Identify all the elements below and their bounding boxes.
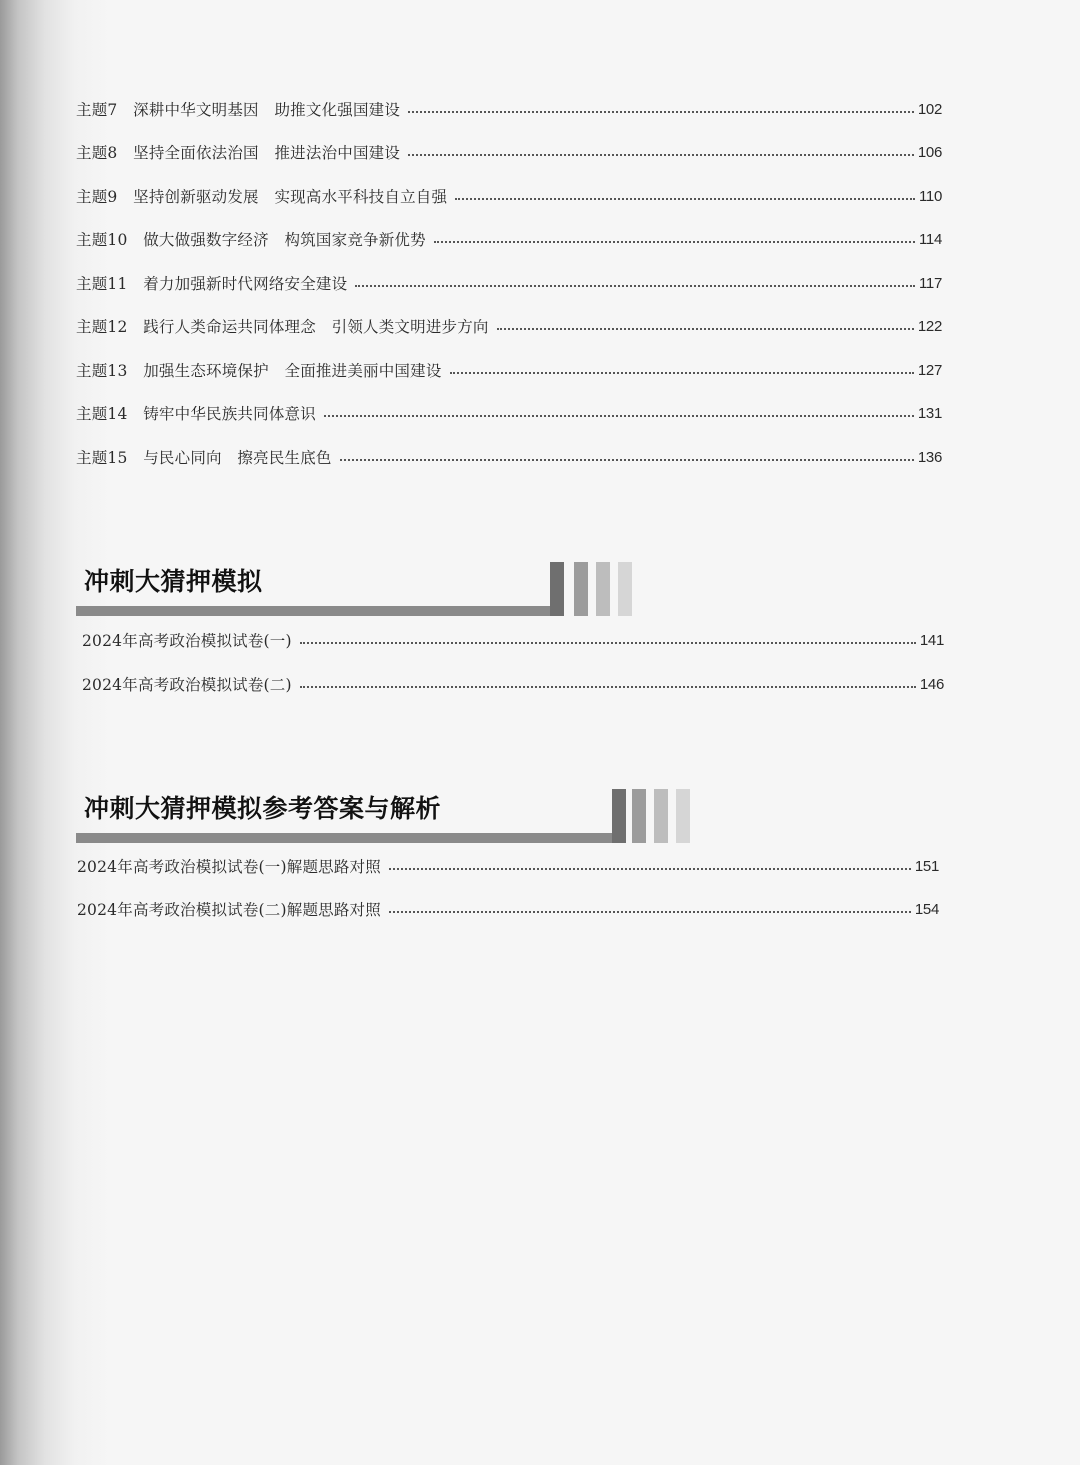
dot-leader [434, 241, 915, 243]
banner-bar-light [654, 789, 668, 843]
dot-leader [408, 111, 914, 113]
dot-leader [450, 372, 914, 374]
toc-entry-topic-14[interactable] [76, 402, 942, 426]
banner-bar-mid [574, 562, 588, 616]
banner-bar-dark [612, 789, 626, 843]
dot-leader [340, 459, 914, 461]
section-banner-mock-exams [76, 560, 646, 620]
toc-entry-topic-9[interactable] [76, 185, 942, 209]
toc-entry-label: 主题8 坚持全面依法治国 推进法治中国建设 [76, 144, 401, 162]
dot-leader [389, 911, 911, 913]
toc-entry-answer-1[interactable] [77, 855, 939, 879]
toc-entry-label: 主题13 加强生态环境保护 全面推进美丽中国建设 [76, 362, 442, 380]
toc-entry-label: 主题9 坚持创新驱动发展 实现高水平科技自立自强 [76, 188, 448, 206]
toc-entry-label: 主题14 铸牢中华民族共同体意识 [76, 405, 316, 423]
toc-entry-page-number: 122 [917, 318, 942, 335]
toc-entry-topic-10[interactable] [76, 228, 942, 252]
toc-entry-page-number: 146 [919, 676, 944, 693]
banner-underline [76, 833, 614, 843]
toc-entry-page-number: 136 [917, 449, 942, 466]
dot-leader [408, 154, 914, 156]
dot-leader [300, 686, 916, 688]
dot-leader [455, 198, 915, 200]
toc-entry-page-number: 117 [918, 275, 942, 292]
toc-entry-answer-2[interactable] [77, 898, 939, 922]
banner-underline [76, 606, 552, 616]
toc-entry-mock-exam-1[interactable] [82, 629, 944, 653]
dot-leader [497, 328, 914, 330]
dot-leader [389, 868, 911, 870]
toc-entry-topic-8[interactable] [76, 141, 942, 165]
toc-entry-label: 2024年高考政治模拟试卷(一) [82, 632, 292, 650]
toc-entry-label: 主题12 践行人类命运共同体理念 引领人类文明进步方向 [76, 318, 489, 336]
toc-entry-topic-13[interactable] [76, 359, 942, 383]
dot-leader [355, 285, 915, 287]
toc-entry-topic-12[interactable] [76, 315, 942, 339]
toc-entry-page-number: 131 [917, 405, 942, 422]
toc-entry-label: 主题15 与民心同向 擦亮民生底色 [76, 449, 332, 467]
toc-entry-page-number: 110 [918, 188, 942, 205]
section-banner-answers [76, 787, 696, 847]
toc-entry-label: 2024年高考政治模拟试卷(二)解题思路对照 [77, 901, 381, 919]
banner-bar-light [596, 562, 610, 616]
toc-entry-label: 主题10 做大做强数字经济 构筑国家竞争新优势 [76, 231, 426, 249]
toc-entry-page-number: 102 [917, 101, 942, 118]
toc-entry-page-number: 114 [918, 231, 942, 248]
toc-entry-page-number: 127 [917, 362, 942, 379]
toc-entry-page-number: 141 [919, 632, 944, 649]
section-title: 冲刺大猜押模拟 [84, 567, 263, 596]
toc-entry-page-number: 106 [917, 144, 942, 161]
banner-bar-mid [632, 789, 646, 843]
toc-entry-label: 2024年高考政治模拟试卷(一)解题思路对照 [77, 858, 381, 876]
section-title: 冲刺大猜押模拟参考答案与解析 [84, 794, 442, 823]
dot-leader [300, 642, 916, 644]
toc-entry-topic-7[interactable] [76, 98, 942, 122]
toc-entry-page-number: 154 [914, 901, 939, 918]
toc-entry-page-number: 151 [914, 858, 939, 875]
toc-entry-topic-15[interactable] [76, 446, 942, 470]
toc-entry-mock-exam-2[interactable] [82, 673, 944, 697]
banner-bar-dark [550, 562, 564, 616]
toc-entry-topic-11[interactable] [76, 272, 942, 296]
banner-bar-lightest [676, 789, 690, 843]
toc-entry-label: 主题11 着力加强新时代网络安全建设 [76, 275, 348, 293]
dot-leader [324, 415, 914, 417]
toc-entry-label: 2024年高考政治模拟试卷(二) [82, 676, 292, 694]
banner-bar-lightest [618, 562, 632, 616]
toc-entry-label: 主题7 深耕中华文明基因 助推文化强国建设 [76, 101, 401, 119]
